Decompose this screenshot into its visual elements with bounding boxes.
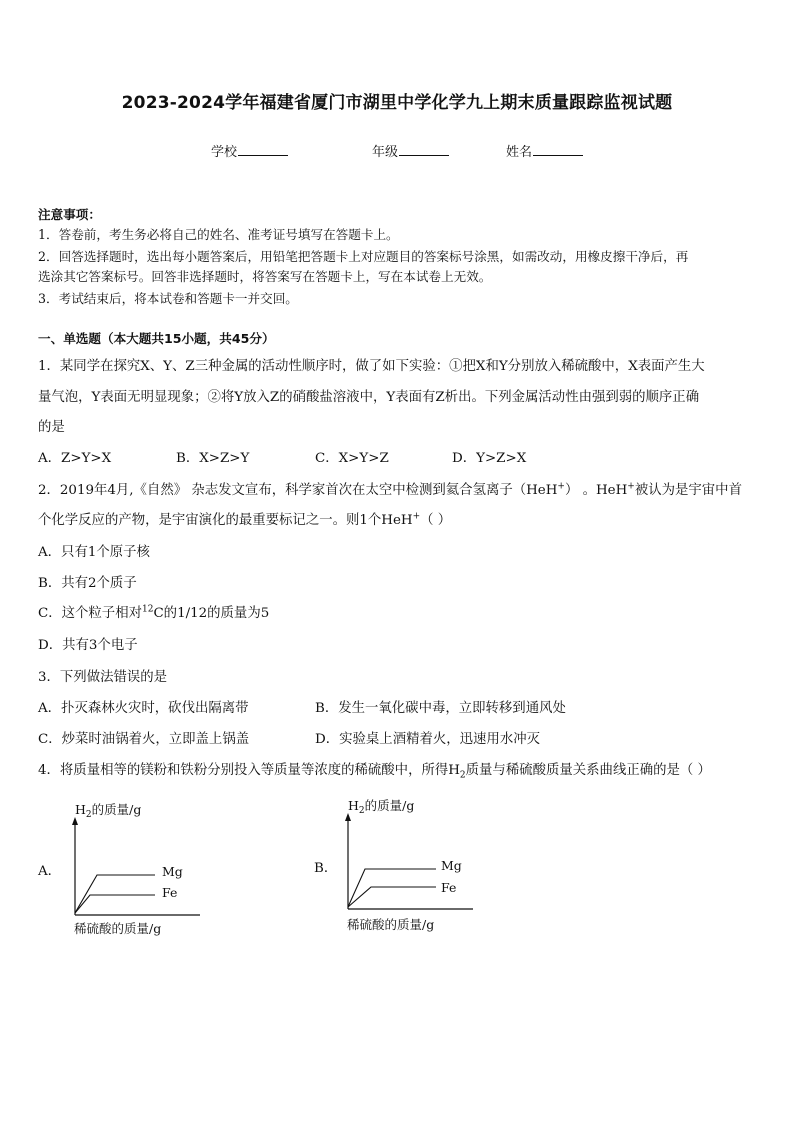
q4-graph-a xyxy=(60,795,210,940)
notice-item: 3．考试结束后，将本试卷和答题卡一并交回。 xyxy=(38,291,298,306)
q3-option-c: C．炒菜时油锅着火，立即盖上锅盖 xyxy=(38,732,250,747)
graph-a-mg-label: Mg xyxy=(162,864,183,879)
q4-graph-b xyxy=(333,793,483,938)
q2-stem-line: 2．2019年4月,《自然》 杂志发文宣布，科学家首次在太空中检测到氦合氢离子（HeH+） 。HeH+被认为是宇宙中首 xyxy=(38,481,742,498)
graph-a-fe-curve xyxy=(75,895,155,913)
grade-field: 年级 xyxy=(372,141,449,160)
q2-stem-line: 个化学反应的产物，是宇宙演化的最重要标记之一。则1个HeH+（ ） xyxy=(38,511,452,528)
q4-option-b-label: B． xyxy=(314,861,338,876)
q3-option-a: A．扑灭森林火灾时，砍伐出隔离带 xyxy=(38,701,249,716)
notice-item: 1．答卷前，考生务必将自己的姓名、准考证号填写在答题卡上。 xyxy=(38,227,399,242)
q2-option-c: C．这个粒子相对$^{12}$C的1/12的质量为5 xyxy=(38,604,270,621)
q2-option-b: B．共有2个质子 xyxy=(38,576,137,591)
q3-stem: 3．下列做法错误的是 xyxy=(38,670,168,685)
graph-a-xlabel: 稀硫酸的质量/g xyxy=(74,921,162,936)
q1-option-c: C．X>Y>Z xyxy=(315,451,389,466)
graph-b-xlabel: 稀硫酸的质量/g xyxy=(347,917,435,932)
q1-stem-line: 1．某同学在探究X、Y、Z三种金属的活动性顺序时，做了如下实验：①把X和Y分别放入稀硫酸中，X表面产生大 xyxy=(38,359,705,374)
grade-blank[interactable] xyxy=(399,143,449,156)
graph-b-mg-curve xyxy=(348,869,436,907)
page-title: 2023-2024学年福建省厦门市湖里中学化学九上期末质量跟踪监视试题 xyxy=(121,93,673,113)
graph-a-fe-label: Fe xyxy=(162,885,178,900)
notice-item: 选涂其它答案标号。回答非选择题时，将答案写在答题卡上，写在本试卷上无效。 xyxy=(38,269,492,284)
graph-a-y-arrow xyxy=(72,817,78,825)
q1-option-d: D．Y>Z>X xyxy=(452,451,527,466)
name-blank[interactable] xyxy=(533,143,583,156)
graph-b-fe-label: Fe xyxy=(441,880,457,895)
school-field: 学校 xyxy=(211,141,288,160)
graph-b-mg-label: Mg xyxy=(441,858,462,873)
graph-b-fe-curve xyxy=(348,887,436,907)
graph-a-mg-curve xyxy=(75,875,155,913)
graph-a-ylabel: $H_2$的质量/g xyxy=(75,802,142,820)
q2-option-d: D．共有3个电子 xyxy=(38,638,138,653)
q1-stem-line: 的是 xyxy=(38,420,65,435)
section-heading: 一、单选题（本大题共15小题，共45分） xyxy=(38,331,275,346)
q1-stem-line: 量气泡，Y表面无明显现象；②将Y放入Z的硝酸盐溶液中，Y表面有Z析出。下列金属活动性由强到弱的顺序正确 xyxy=(38,390,700,405)
graph-b-y-arrow xyxy=(345,813,351,821)
q2-option-a: A．只有1个原子核 xyxy=(38,545,150,560)
q3-option-d: D．实验桌上酒精着火，迅速用水冲灭 xyxy=(315,732,540,747)
q4-option-a-label: A． xyxy=(38,864,62,879)
q4-stem: 4．将质量相等的镁粉和铁粉分别投入等质量等浓度的稀硫酸中，所得$H_2$质量与稀硫酸质量关系曲线正确的是（ ） xyxy=(38,763,711,781)
graph-b-ylabel: $H_2$的质量/g xyxy=(348,798,415,816)
q1-option-a: A．Z>Y>X xyxy=(38,451,112,466)
school-blank[interactable] xyxy=(238,143,288,156)
q3-option-b: B．发生一氧化碳中毒，立即转移到通风处 xyxy=(315,701,566,716)
notice-heading: 注意事项： xyxy=(38,207,101,222)
q1-option-b: B．X>Z>Y xyxy=(176,451,250,466)
name-field: 姓名 xyxy=(506,141,583,160)
notice-item: 2．回答选择题时，选出每小题答案后，用铅笔把答题卡上对应题目的答案标号涂黑，如需改动，用橡皮擦干净后，再 xyxy=(38,249,689,264)
